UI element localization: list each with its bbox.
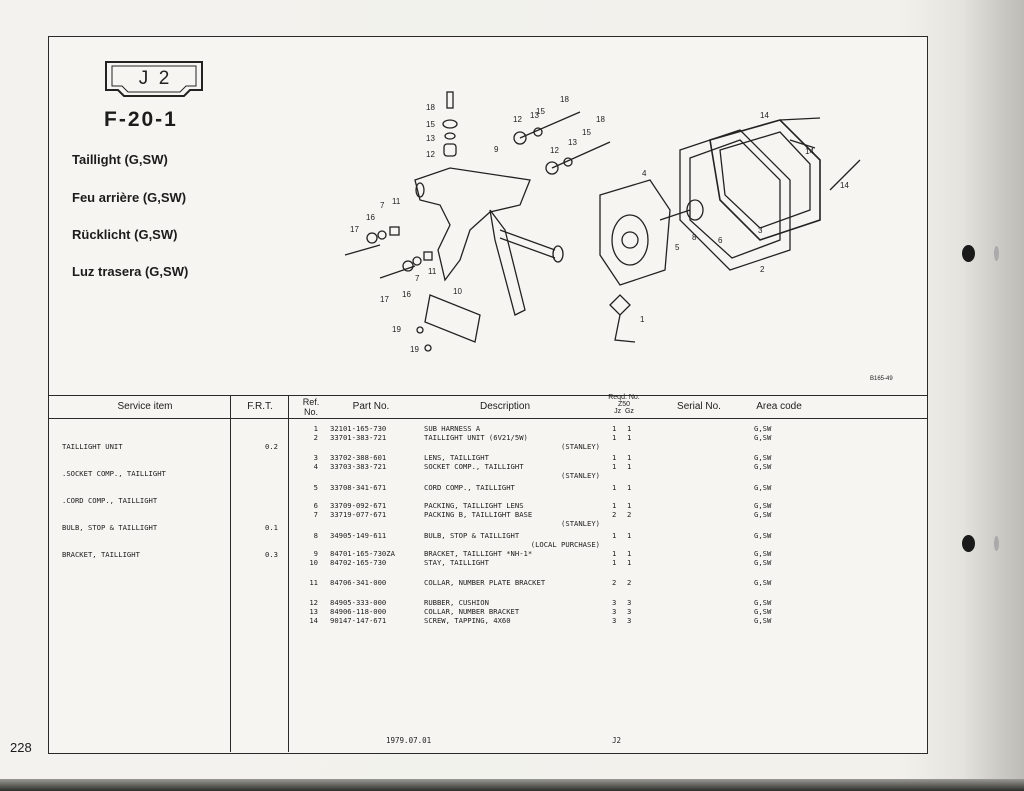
qty-gz-cell: 1 bbox=[627, 453, 632, 462]
header-frt: F.R.T. bbox=[247, 401, 273, 412]
service-items-list bbox=[62, 424, 166, 577]
description-cell: COLLAR, NUMBER BRACKET bbox=[424, 607, 520, 616]
frt-value: 0.3 bbox=[265, 550, 278, 559]
header-ref-line2: No. bbox=[303, 407, 318, 417]
svg-text:16: 16 bbox=[366, 213, 375, 222]
badge-text: J 2 bbox=[138, 68, 170, 89]
qty-jz-cell: 3 bbox=[612, 616, 617, 625]
part-number-cell: 33701-383-721 bbox=[330, 433, 387, 442]
part-number-cell: 34905-149-611 bbox=[330, 531, 387, 540]
table-row bbox=[302, 453, 802, 462]
area-code-cell: G,SW bbox=[754, 462, 772, 471]
col-divider-service bbox=[230, 396, 231, 752]
model-badge bbox=[104, 60, 204, 98]
svg-text:13: 13 bbox=[426, 134, 435, 143]
description-cell: (LOCAL PURCHASE) bbox=[530, 540, 600, 549]
description-cell: CORD COMP., TAILLIGHT bbox=[424, 483, 515, 492]
header-ref-line1: Ref. bbox=[302, 397, 320, 407]
title-french: Feu arrière (G,SW) bbox=[72, 190, 187, 205]
svg-text:18: 18 bbox=[560, 95, 569, 104]
exploded-parts-diagram bbox=[320, 80, 880, 380]
qty-gz-cell: 2 bbox=[627, 510, 632, 519]
qty-gz-cell: 1 bbox=[627, 483, 632, 492]
page-shadow-edge bbox=[0, 779, 1024, 791]
part-number-cell: 33702-388-601 bbox=[330, 453, 387, 462]
table-header-border bbox=[48, 418, 928, 419]
header-reqd-no bbox=[592, 394, 656, 415]
ref-cell: 5 bbox=[313, 483, 318, 492]
svg-text:12: 12 bbox=[426, 150, 435, 159]
svg-text:17: 17 bbox=[350, 225, 359, 234]
frt-value bbox=[250, 469, 278, 478]
svg-text:13: 13 bbox=[568, 138, 577, 147]
svg-text:3: 3 bbox=[758, 226, 763, 235]
header-reqd-line: Reqd. No. bbox=[608, 394, 640, 401]
description-cell: SOCKET COMP., TAILLIGHT bbox=[424, 462, 524, 471]
footer-model: J2 bbox=[612, 736, 622, 745]
svg-text:18: 18 bbox=[596, 115, 605, 124]
svg-text:15: 15 bbox=[426, 120, 435, 129]
service-item: .SOCKET COMP., TAILLIGHT bbox=[62, 469, 166, 478]
description-cell: PACKING B, TAILLIGHT BASE bbox=[424, 510, 533, 519]
table-row bbox=[302, 501, 802, 510]
qty-gz-cell: 1 bbox=[627, 549, 632, 558]
svg-text:11: 11 bbox=[392, 197, 401, 206]
area-code-cell: G,SW bbox=[754, 453, 772, 462]
svg-text:11: 11 bbox=[428, 267, 437, 276]
qty-jz-cell: 3 bbox=[612, 598, 617, 607]
area-code-cell: G,SW bbox=[754, 549, 772, 558]
description-cell: BULB, STOP & TAILLIGHT bbox=[424, 531, 520, 540]
qty-jz-cell: 1 bbox=[612, 424, 617, 433]
svg-text:16: 16 bbox=[402, 290, 411, 299]
svg-text:10: 10 bbox=[453, 287, 462, 296]
qty-gz-cell: 1 bbox=[627, 558, 632, 567]
header-service-item: Service item bbox=[117, 401, 173, 412]
figure-id: B165-49 bbox=[870, 376, 893, 382]
table-row bbox=[302, 424, 802, 433]
description-cell: LENS, TAILLIGHT bbox=[424, 453, 489, 462]
footer-date: 1979.07.01 bbox=[386, 736, 432, 745]
qty-gz-cell: 1 bbox=[627, 531, 632, 540]
table-row bbox=[302, 471, 802, 480]
qty-gz-cell: 2 bbox=[627, 578, 632, 587]
header-description: Description bbox=[479, 401, 531, 412]
description-cell: SCREW, TAPPING, 4X60 bbox=[424, 616, 511, 625]
title-spanish: Luz trasera (G,SW) bbox=[72, 264, 189, 279]
part-number-cell: 33703-383-721 bbox=[330, 462, 387, 471]
part-number-cell: 33708-341-671 bbox=[330, 483, 387, 492]
header-part-no: Part No. bbox=[352, 401, 390, 412]
table-row bbox=[302, 519, 802, 528]
svg-text:1: 1 bbox=[640, 315, 645, 324]
table-row bbox=[302, 510, 802, 519]
ref-cell: 11 bbox=[309, 578, 318, 587]
frt-values bbox=[250, 424, 278, 577]
svg-text:19: 19 bbox=[410, 345, 419, 354]
qty-gz-cell: 1 bbox=[627, 501, 632, 510]
ref-cell: 13 bbox=[309, 607, 318, 616]
service-item: BULB, STOP & TAILLIGHT bbox=[62, 523, 158, 532]
ref-cell: 8 bbox=[313, 531, 318, 540]
qty-jz-cell: 1 bbox=[612, 462, 617, 471]
area-code-cell: G,SW bbox=[754, 558, 772, 567]
qty-jz-cell: 2 bbox=[612, 510, 617, 519]
col-divider-frt bbox=[288, 396, 289, 752]
svg-text:12: 12 bbox=[550, 146, 559, 155]
part-number-cell: 84905-333-000 bbox=[330, 598, 387, 607]
qty-jz-cell: 1 bbox=[612, 453, 617, 462]
qty-gz-cell: 1 bbox=[627, 433, 632, 442]
area-code-cell: G,SW bbox=[754, 531, 772, 540]
frt-value bbox=[250, 496, 278, 505]
frt-value: 0.1 bbox=[265, 523, 278, 532]
qty-jz-cell: 1 bbox=[612, 558, 617, 567]
frt-value: 0.2 bbox=[265, 442, 278, 451]
area-code-cell: G,SW bbox=[754, 433, 772, 442]
qty-gz-cell: 3 bbox=[627, 607, 632, 616]
table-row bbox=[302, 442, 802, 451]
ref-cell: 12 bbox=[309, 598, 318, 607]
svg-text:5: 5 bbox=[675, 243, 680, 252]
header-jz-gz: Jz Gz bbox=[614, 408, 634, 415]
svg-text:18: 18 bbox=[426, 103, 435, 112]
part-number-cell: 33719-077-671 bbox=[330, 510, 387, 519]
service-item: BRACKET, TAILLIGHT bbox=[62, 550, 140, 559]
svg-text:9: 9 bbox=[494, 145, 499, 154]
description-cell: TAILLIGHT UNIT (6V21/5W) bbox=[424, 433, 528, 442]
part-number-cell: 33709-092-671 bbox=[330, 501, 387, 510]
table-row bbox=[302, 616, 802, 625]
qty-jz-cell: 1 bbox=[612, 501, 617, 510]
svg-text:19: 19 bbox=[392, 325, 401, 334]
ref-cell: 3 bbox=[313, 453, 318, 462]
svg-text:7: 7 bbox=[415, 274, 420, 283]
table-row bbox=[302, 558, 802, 567]
title-english: Taillight (G,SW) bbox=[72, 152, 168, 167]
area-code-cell: G,SW bbox=[754, 424, 772, 433]
svg-text:13: 13 bbox=[530, 111, 539, 120]
area-code-cell: G,SW bbox=[754, 578, 772, 587]
header-serial-no: Serial No. bbox=[677, 401, 721, 412]
area-code-cell: G,SW bbox=[754, 501, 772, 510]
service-item: .CORD COMP., TAILLIGHT bbox=[62, 496, 158, 505]
table-row bbox=[302, 531, 802, 540]
svg-text:17: 17 bbox=[380, 295, 389, 304]
header-ref bbox=[296, 397, 326, 417]
area-code-cell: G,SW bbox=[754, 483, 772, 492]
svg-text:8: 8 bbox=[692, 233, 697, 242]
table-row bbox=[302, 549, 802, 558]
qty-jz-cell: 1 bbox=[612, 433, 617, 442]
qty-jz-cell: 1 bbox=[612, 531, 617, 540]
qty-gz-cell: 1 bbox=[627, 424, 632, 433]
svg-text:14: 14 bbox=[805, 147, 814, 156]
table-row bbox=[302, 540, 802, 549]
svg-text:6: 6 bbox=[718, 236, 723, 245]
qty-jz-cell: 1 bbox=[612, 483, 617, 492]
part-number-cell: 84701-165-730ZA bbox=[330, 549, 395, 558]
qty-gz-cell: 3 bbox=[627, 616, 632, 625]
binder-hole-top bbox=[962, 245, 975, 262]
table-row bbox=[302, 483, 802, 492]
qty-jz-cell: 3 bbox=[612, 607, 617, 616]
header-z50: Z50 bbox=[617, 401, 631, 408]
ref-cell: 9 bbox=[313, 549, 318, 558]
table-row bbox=[302, 462, 802, 471]
part-number-cell: 90147-147-671 bbox=[330, 616, 387, 625]
part-number-cell: 84706-341-000 bbox=[330, 578, 387, 587]
table-row bbox=[302, 598, 802, 607]
table-row bbox=[302, 578, 802, 587]
area-code-cell: G,SW bbox=[754, 510, 772, 519]
svg-text:7: 7 bbox=[380, 201, 385, 210]
description-cell: (STANLEY) bbox=[561, 442, 600, 451]
area-code-cell: G,SW bbox=[754, 607, 772, 616]
description-cell: RUBBER, CUSHION bbox=[424, 598, 489, 607]
table-top-border bbox=[48, 395, 928, 396]
ref-cell: 14 bbox=[309, 616, 318, 625]
svg-text:4: 4 bbox=[642, 169, 647, 178]
description-cell: BRACKET, TAILLIGHT *NH-1* bbox=[424, 549, 533, 558]
part-number-cell: 84906-118-000 bbox=[330, 607, 387, 616]
header-area-code: Area code bbox=[756, 401, 802, 412]
title-german: Rücklicht (G,SW) bbox=[72, 227, 178, 242]
svg-text:14: 14 bbox=[760, 111, 769, 120]
description-cell: (STANLEY) bbox=[561, 519, 600, 528]
description-cell: PACKING, TAILLIGHT LENS bbox=[424, 501, 524, 510]
description-cell: STAY, TAILLIGHT bbox=[424, 558, 489, 567]
svg-text:15: 15 bbox=[536, 107, 545, 116]
svg-text:12: 12 bbox=[513, 115, 522, 124]
part-number-cell: 32101-165-730 bbox=[330, 424, 387, 433]
page-number: 228 bbox=[10, 740, 32, 755]
service-item: TAILLIGHT UNIT bbox=[62, 442, 123, 451]
qty-gz-cell: 3 bbox=[627, 598, 632, 607]
binder-hole-bottom bbox=[962, 535, 975, 552]
ref-cell: 4 bbox=[313, 462, 318, 471]
area-code-cell: G,SW bbox=[754, 616, 772, 625]
description-cell: (STANLEY) bbox=[561, 471, 600, 480]
qty-gz-cell: 1 bbox=[627, 462, 632, 471]
binder-hole-bottom-shadow bbox=[994, 536, 999, 551]
table-row bbox=[302, 433, 802, 442]
svg-text:15: 15 bbox=[582, 128, 591, 137]
area-code-cell: G,SW bbox=[754, 598, 772, 607]
ref-cell: 10 bbox=[309, 558, 318, 567]
svg-text:14: 14 bbox=[840, 181, 849, 190]
qty-jz-cell: 1 bbox=[612, 549, 617, 558]
qty-jz-cell: 2 bbox=[612, 578, 617, 587]
svg-text:2: 2 bbox=[760, 265, 765, 274]
description-cell: SUB HARNESS A bbox=[424, 424, 481, 433]
section-code: F-20-1 bbox=[104, 108, 178, 131]
part-number-cell: 84702-165-730 bbox=[330, 558, 387, 567]
table-row bbox=[302, 607, 802, 616]
ref-cell: 1 bbox=[313, 424, 318, 433]
ref-cell: 2 bbox=[313, 433, 318, 442]
binder-hole-top-shadow bbox=[994, 246, 999, 261]
ref-cell: 7 bbox=[313, 510, 318, 519]
ref-cell: 6 bbox=[313, 501, 318, 510]
description-cell: COLLAR, NUMBER PLATE BRACKET bbox=[424, 578, 546, 587]
